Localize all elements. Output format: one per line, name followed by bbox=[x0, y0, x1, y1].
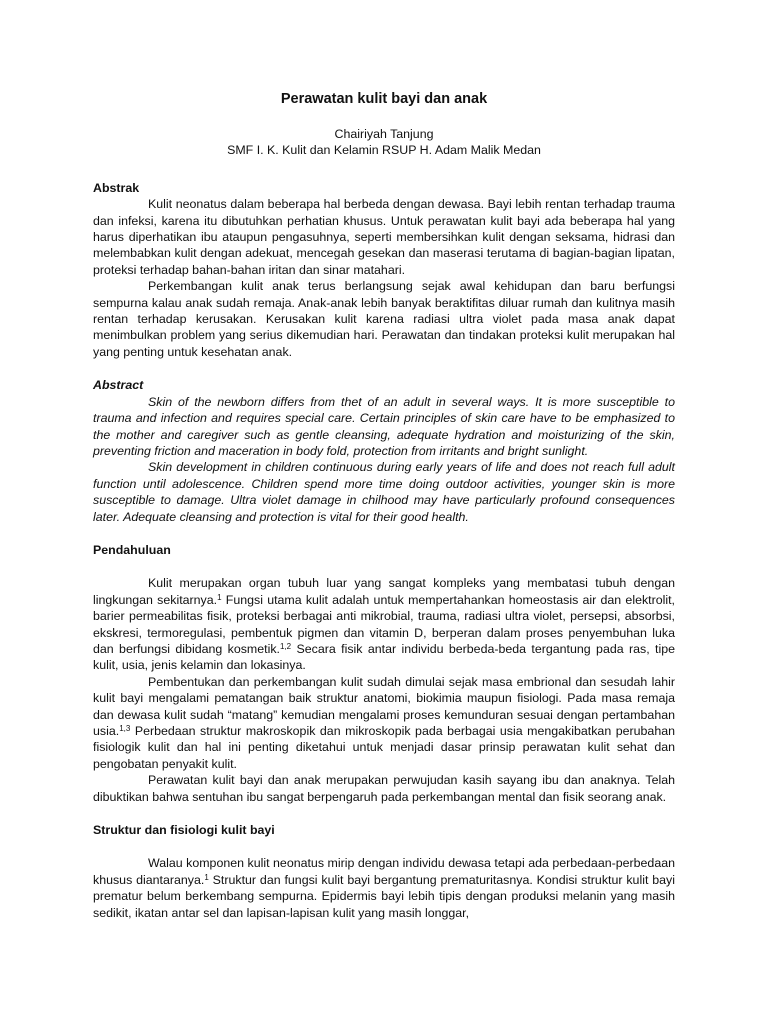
paper-title: Perawatan kulit bayi dan anak bbox=[280, 91, 488, 107]
abstract-section bbox=[93, 377, 675, 525]
section-gap bbox=[93, 805, 675, 822]
section-gap bbox=[93, 525, 675, 542]
section-gap bbox=[93, 558, 675, 575]
author-affiliation: SMF I. K. Kulit dan Kelamin RSUP H. Adam Malik Medan bbox=[227, 143, 541, 158]
abstract-paragraph: Skin development in children continuous during early years of life and does not reach full adult function until adolescence. Children spend more time doing outdoor activities, younger skin is more susceptible to damage. Ultra violet damage in chilhood may have particularly profound consequences later. Adequate cleansing and protection is vital for their good health. bbox=[93, 460, 675, 524]
citation-ref: 1 bbox=[204, 872, 209, 882]
pendahuluan-paragraph bbox=[93, 575, 675, 673]
pendahuluan-section bbox=[93, 542, 675, 805]
abstrak-heading: Abstrak bbox=[93, 180, 140, 195]
author-name: Chairiyah Tanjung bbox=[334, 127, 434, 141]
pendahuluan-paragraph bbox=[93, 674, 675, 772]
citation-ref: 1,3 bbox=[119, 724, 131, 733]
text-run: Perbedaan struktur makroskopik dan mikroskopik pada berbagai usia mengakibatkan perubahan fisiologik kulit dan hal ini penting diketahui untuk menjadi dasar prinsip perawatan kulit sehat dan pengobatan penyakit kulit. bbox=[93, 724, 675, 771]
section-gap bbox=[93, 838, 675, 855]
text-run: Struktur dan fungsi kulit bayi bergantung prematuritasnya. Kondisi struktur kulit bayi prematur belum berkembang sempurna. Epidermis bayi lebih tipis dengan produksi melanin yang masih sedikit, ikatan antar sel dan lapisan-lapisan kulit yang masih longgar, bbox=[93, 872, 675, 920]
pendahuluan-paragraph: Perawatan kulit bayi dan anak merupakan perwujudan kasih sayang ibu dan anaknya. Telah dibuktikan bahwa sentuhan ibu sangat berpengaruh pada perkembangan mental dan fisik seorang anak. bbox=[93, 773, 675, 804]
section-gap bbox=[93, 360, 675, 377]
abstract-paragraph: Skin of the newborn differs from thet of an adult in several ways. It is more susceptible to trauma and infection and requires special care. Certain principles of skin care have to be emphasized to the mother and caregiver such as gentle cleansing, adequate hydration and moisturizing of the skin, preventing friction and maceration in body fold, protection from irritants and bright sunlight. bbox=[93, 394, 675, 458]
citation-ref: 1,2 bbox=[279, 641, 292, 651]
abstrak-paragraph: Perkembangan kulit anak terus berlangsung sejak awal kehidupan dan baru berfungsi sempurna kalau anak sudah remaja. Anak-anak lebih banyak beraktifitas diluar rumah dan kulitnya masih rentan terhadap kerusakan. Kerusakan kulit karena radiasi ultra violet pada masa anak dapat menimbulkan problem yang serius dikemudian hari. Perawatan dan tindakan proteksi kulit merupakan hal yang penting untuk kesehatan anak. bbox=[93, 279, 675, 359]
struktur-paragraph bbox=[93, 855, 675, 921]
text-run: Secara fisik antar individu berbeda-beda tergantung pada ras, tipe kulit, usia, jenis kelamin dan lokasinya. bbox=[93, 641, 676, 673]
abstract-heading: Abstract bbox=[93, 378, 144, 393]
text-run: Pembentukan dan perkembangan kulit sudah dimulai sejak masa embrional dan sesudah lahir kulit bayi mengalami pematangan baik struktur anatomi, biokimia maupun fisiologi. Pada masa remaja dan dewasa kulit sudah “matang” kemudian mengalami proses kemunduran sesuai dengan pertambahan usia. bbox=[93, 674, 675, 738]
abstrak-section bbox=[93, 180, 675, 360]
struktur-section bbox=[93, 822, 675, 921]
text-run: Walau komponen kulit neonatus mirip dengan individu dewasa tetapi ada perbedaan-perbedaan khusus diantaranya. bbox=[93, 856, 675, 887]
citation-ref: 1 bbox=[217, 592, 222, 602]
document-body bbox=[93, 90, 675, 921]
text-run: Fungsi utama kulit adalah untuk mempertahankan homeostasis air dan elektrolit, barier permeabilitas fisik, proteksi berbagai anti mikrobial, trauma, radiasi ultra violet, persepsi, absorbsi, ekskresi, termoregulasi, pembentuk pigmen dan vitamin D, berperan dalam proses penyembuhan luka dan berfungsi dibidang kosmetik. bbox=[93, 592, 676, 656]
abstrak-paragraph: Kulit neonatus dalam beberapa hal berbeda dengan dewasa. Bayi lebih rentan terhadap trauma dan infeksi, karena itu dibutuhkan perhatian khusus. Untuk perawatan kulit bayi ada beberapa hal yang harus diperhatikan ibu ataupun pengasuhnya, seperti membersihkan kulit dengan seksama, hidrasi dan melembabkan kulit dengan adekuat, mencegah gesekan dan maserasi terutama di bagian-bagian lipatan, proteksi terhadap bahan-bahan iritan dan sinar matahari. bbox=[93, 197, 675, 277]
struktur-heading: Struktur dan fisiologi kulit bayi bbox=[93, 823, 275, 838]
text-run: Kulit merupakan organ tubuh luar yang sangat kompleks yang membatasi tubuh dengan lingkungan sekitarnya. bbox=[93, 576, 675, 607]
pendahuluan-heading: Pendahuluan bbox=[93, 542, 171, 557]
